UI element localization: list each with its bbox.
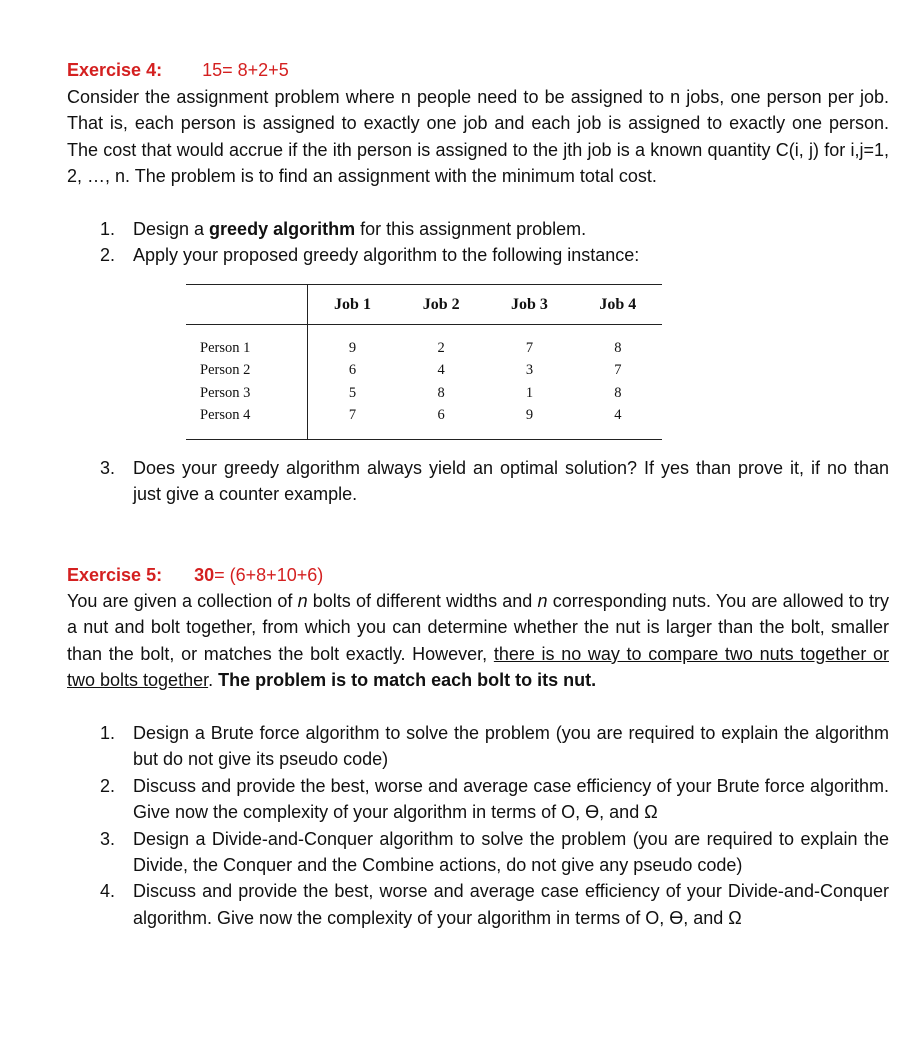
assignment-cost-table xyxy=(186,284,662,440)
exercise-4-item-3 xyxy=(67,455,889,508)
table-header-job-2: Job 2 xyxy=(397,285,485,325)
row-label: Person 2 xyxy=(186,360,308,383)
table-row xyxy=(186,360,662,383)
intro-underlined-text: there is no way to compare two nuts together or two bolts together xyxy=(67,643,889,691)
intro-text: corresponding nuts. You are allowed to try a nut and bolt together, from which you can determine whether the nut is larger than the bolt, smaller than the bolt, or matches the bolt exactly. However, xyxy=(67,591,889,664)
item-bold-text: greedy algorithm xyxy=(209,219,356,239)
item-text: Design a Divide-and-Conquer algorithm to solve the problem (you are required to explain the Divide, the Conquer and the Combine actions, do not give any pseudo code) xyxy=(133,828,889,876)
exercise-5-item-1 xyxy=(67,720,889,773)
table-header-job-1: Job 1 xyxy=(308,285,398,325)
table-row xyxy=(186,405,662,440)
cell: 4 xyxy=(574,405,662,440)
cell: 8 xyxy=(614,384,622,401)
row-label: Person 1 xyxy=(186,325,308,360)
intro-text: . xyxy=(208,670,219,691)
cell: 7 xyxy=(525,339,534,356)
table-header-job-4: Job 4 xyxy=(574,285,662,325)
item-number: 2. xyxy=(100,245,116,266)
item-number: 1. xyxy=(100,219,116,239)
cell: 6 xyxy=(348,362,357,379)
exercise-5-intro xyxy=(67,588,889,694)
exercise-4-item-2 xyxy=(67,242,889,268)
item-text: for this assignment problem. xyxy=(355,219,587,239)
cell: 1 xyxy=(525,384,534,401)
item-text: Does your greedy algorithm always yield an optimal solution? If yes than prove it, if no than just give a counter example. xyxy=(133,458,889,505)
table-header-row xyxy=(186,285,662,325)
exercise-4-intro: Consider the assignment problem where n people need to be assigned to n jobs, one person per job. That is, each person is assigned to exactly one job and each job is assigned to exactly one person. The cost that would accrue if the ith person is assigned to the jth job is a known quantity C(i, j) for i,j=1, 2, …, n. The problem is to find an assignment with the minimum total cost. xyxy=(67,87,889,187)
exercise-4-label: Exercise 4: xyxy=(67,60,163,80)
item-text: Discuss and provide the best, worse and average case efficiency of your Divide-and-Conquer algorithm. Give now the complexity of your algorithm in terms of O, ϴ, and Ω xyxy=(133,881,889,928)
exercise-5-item-4 xyxy=(67,878,889,931)
exercise-5-points-breakdown: = (6+8+10+6) xyxy=(214,565,324,585)
exercise-5-item-2 xyxy=(67,773,889,826)
cell: 9 xyxy=(348,339,357,356)
exercise-4-list-b xyxy=(67,455,889,508)
item-number: 1. xyxy=(100,723,116,743)
row-label: Person 4 xyxy=(186,405,308,440)
cell: 3 xyxy=(525,362,534,379)
item-text: Apply your proposed greedy algorithm to the following instance: xyxy=(133,245,640,266)
item-number: 4. xyxy=(100,881,116,902)
cell: 9 xyxy=(485,405,573,440)
item-number: 3. xyxy=(100,458,116,478)
cell: 5 xyxy=(348,384,357,401)
cell: 4 xyxy=(437,362,445,379)
intro-var-n: n xyxy=(297,591,308,611)
item-text: Design a xyxy=(133,219,210,239)
item-text: Discuss and provide the best, worse and average case efficiency of your Brute force algorithm. Give now the complexity of your algorithm in terms of O, ϴ, and Ω xyxy=(133,775,889,823)
exercise-5-points xyxy=(194,565,323,585)
exercise-5-heading xyxy=(67,562,323,588)
exercise-4-points: 15= 8+2+5 xyxy=(202,60,289,80)
table-row xyxy=(186,325,662,360)
item-text: Design a Brute force algorithm to solve the problem (you are required to explain the algorithm but do not give its pseudo code) xyxy=(133,723,889,770)
exercise-4-list-a xyxy=(67,216,889,269)
exercise-4-heading xyxy=(67,57,289,83)
cell: 7 xyxy=(614,362,622,379)
table-corner xyxy=(186,285,308,325)
exercise-4-item-1 xyxy=(67,216,889,242)
cell: 2 xyxy=(437,339,445,356)
table-row xyxy=(186,382,662,405)
exercise-5-label: Exercise 5: xyxy=(67,565,163,585)
cell: 7 xyxy=(308,405,398,440)
exercise-5-list xyxy=(67,720,889,931)
intro-text: You are given a collection of xyxy=(67,591,298,611)
table-header-job-3: Job 3 xyxy=(485,285,573,325)
item-number: 2. xyxy=(100,775,116,796)
exercise-5-item-3 xyxy=(67,826,889,879)
cell: 8 xyxy=(614,339,622,356)
intro-var-n: n xyxy=(537,591,548,611)
row-label: Person 3 xyxy=(186,382,308,405)
intro-text: bolts of different widths and xyxy=(307,591,538,611)
intro-bold-text: The problem is to match each bolt to its nut. xyxy=(218,670,597,691)
cell: 6 xyxy=(397,405,485,440)
cell: 8 xyxy=(437,384,445,401)
exercise-5-points-total: 30 xyxy=(194,565,215,585)
item-number: 3. xyxy=(100,828,116,849)
